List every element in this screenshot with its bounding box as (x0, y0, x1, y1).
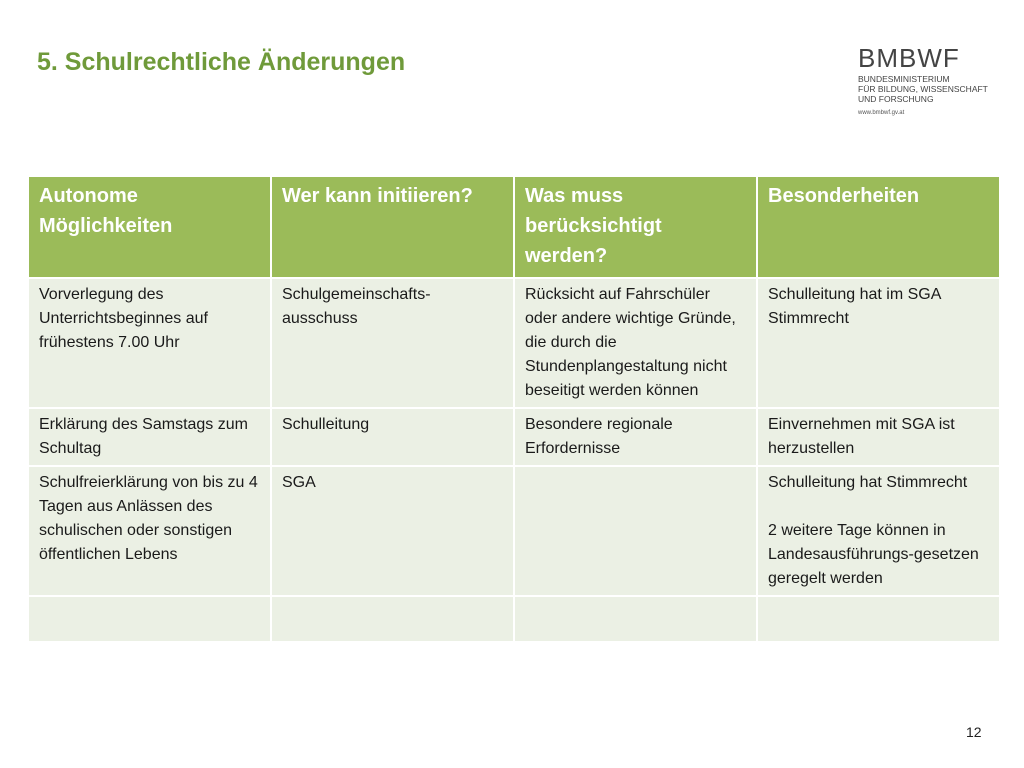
header-was-muss-beruecksichtigt-werden: Was muss berücksichtigt werden? (515, 177, 756, 277)
page-number: 12 (966, 724, 982, 740)
header-besonderheiten: Besonderheiten (758, 177, 999, 277)
table-cell: Schulleitung (272, 409, 513, 465)
logo-wordmark: BMBWF (858, 43, 960, 73)
table-cell: Schulfreierklärung von bis zu 4 Tagen aus Anlässen des schulischen oder sonstigen öffentlichen Lebens (29, 467, 270, 595)
table-cell: Einvernehmen mit SGA ist herzustellen (758, 409, 999, 465)
table-cell: Vorverlegung des Unterrichtsbeginnes auf frühestens 7.00 Uhr (29, 279, 270, 407)
table-cell: Erklärung des Samstags zum Schultag (29, 409, 270, 465)
slide-title: 5. Schulrechtliche Änderungen (37, 48, 406, 76)
table-cell (515, 597, 756, 641)
table-row (29, 597, 999, 641)
table-row (29, 279, 999, 407)
header-autonome-moeglichkeiten: Autonome Möglichkeiten (29, 177, 270, 277)
table-cell: Rücksicht auf Fahrschüler oder andere wichtige Gründe, die durch die Stundenplangestaltung nicht beseitigt werden können (515, 279, 756, 407)
header-wer-kann-initiieren: Wer kann initiieren? (272, 177, 513, 277)
table-cell: Schulleitung hat im SGA Stimmrecht (758, 279, 999, 407)
cell-paragraph: 2 weitere Tage können in Landesausführungs-gesetzen geregelt werden (768, 522, 979, 587)
table-cell (758, 467, 999, 595)
table-cell: Schulgemeinschafts-ausschuss (272, 279, 513, 407)
logo-line-3: UND FORSCHUNG (858, 94, 934, 104)
table-row (29, 467, 999, 595)
logo-line-1: BUNDESMINISTERIUM (858, 74, 950, 84)
table-cell (272, 597, 513, 641)
table-cell: Besondere regionale Erfordernisse (515, 409, 756, 465)
table-header-row (29, 177, 999, 277)
table-row (29, 409, 999, 465)
cell-paragraph: Schulleitung hat Stimmrecht (768, 474, 968, 491)
table-cell (29, 597, 270, 641)
logo-url: www.bmbwf.gv.at (858, 110, 905, 116)
autonomy-table (27, 175, 1001, 643)
table-cell (515, 467, 756, 595)
logo-line-2: FÜR BILDUNG, WISSENSCHAFT (858, 84, 988, 94)
table-cell (758, 597, 999, 641)
table-cell: SGA (272, 467, 513, 595)
bmbwf-logo (858, 44, 1008, 116)
